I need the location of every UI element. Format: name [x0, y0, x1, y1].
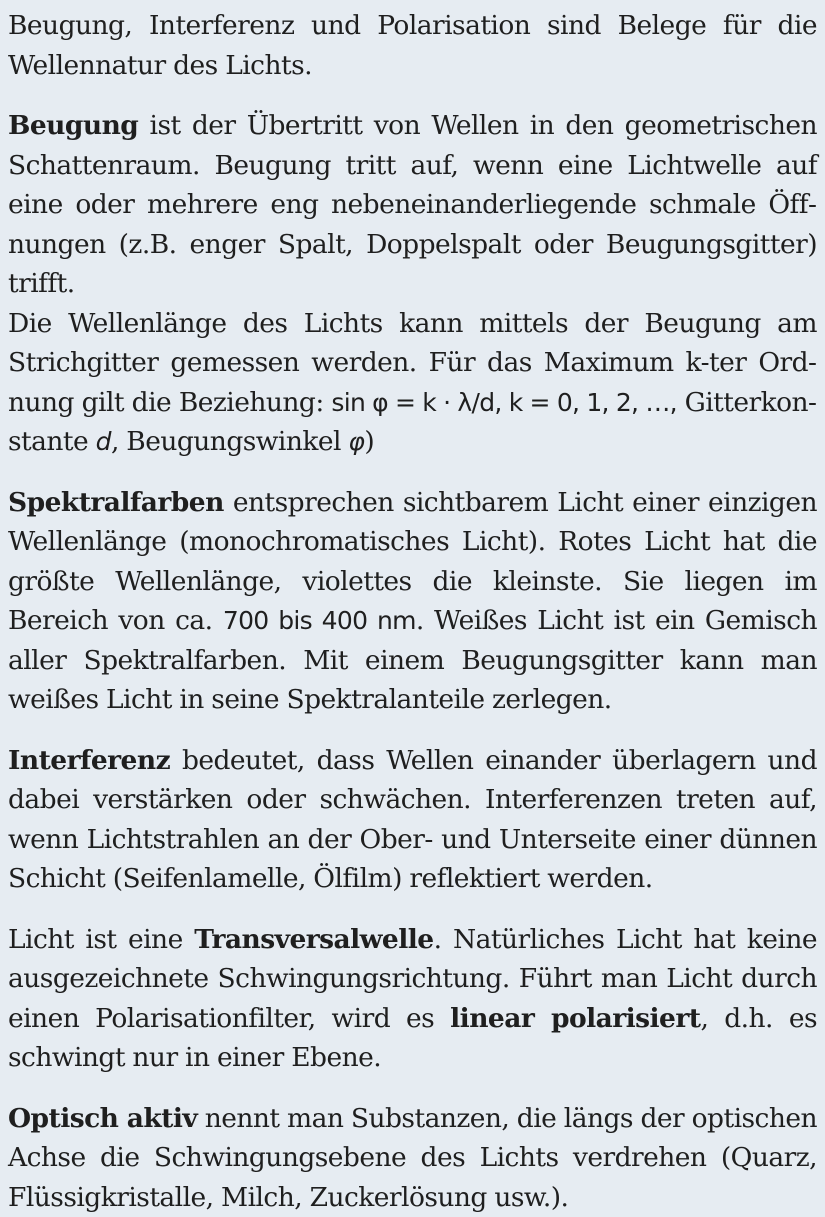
intro-text: Beugung, Interferenz und Polarisation sind Belege für die Wellennatur des Lichts. — [8, 10, 817, 81]
intro-paragraph — [8, 6, 817, 85]
polarization-text-a: Licht ist eine — [8, 924, 194, 955]
spectral-text-b: . Weißes Licht ist ein Gemisch aller Spektralfarben. Mit einem Beugungsgitter kann man weißes Licht in seine Spektralanteile zerlegen. — [8, 605, 817, 715]
optical-activity-text: nennt man Substanzen, die längs der optischen Achse die Schwingungsebene des Lichts verdrehen (Quarz, Flüssigkristalle, Milch, Zuckerlösung usw.). — [8, 1103, 817, 1213]
wavelength-text-b: Gitterkonstante — [8, 387, 817, 458]
spectral-colors-paragraph — [8, 483, 817, 720]
diffraction-paragraph — [8, 106, 817, 304]
polarization-paragraph — [8, 920, 817, 1078]
transverse-wave-term: Transversalwelle — [194, 924, 433, 955]
interference-term: Interferenz — [8, 745, 170, 776]
linear-polarized-term: linear polarisiert — [450, 1003, 700, 1034]
polarization-text-c: , d.h. es schwingt nur in einer Ebene. — [8, 1003, 817, 1074]
diffraction-text: ist der Übertritt von Wellen in den geometrischen Schattenraum. Beugung tritt auf, wenn eine Lichtwelle auf eine oder mehrere eng nebeneinanderliegende schmale Öffnungen (z.B. enger Spalt, Doppelspalt oder Beugungsgitter) trifft. — [8, 110, 817, 299]
interference-text: bedeutet, dass Wellen einander überlagern und dabei verstärken oder schwächen. Interferenzen treten auf, wenn Lichtstrahlen an der Ober- und Unterseite einer dünnen Schicht (Seifenlamelle, Ölfilm) reflektiert werden. — [8, 745, 817, 895]
polarization-text-b: . Natürliches Licht hat keine ausgezeichnete Schwingungsrichtung. Führt man Licht durch einen Polarisationfilter, wird es — [8, 924, 817, 1034]
variable-phi: φ — [348, 427, 364, 456]
wavelength-range: 700 bis 400 nm — [223, 606, 416, 635]
diffraction-term: Beugung — [8, 110, 138, 141]
interference-paragraph — [8, 741, 817, 899]
optical-activity-paragraph — [8, 1099, 817, 1217]
grating-formula: sin φ = k · λ/d, k = 0, 1, 2, …, — [331, 388, 677, 417]
wavelength-text-c: , Beugungswinkel — [111, 426, 348, 457]
spectral-colors-term: Spektralfarben — [8, 487, 224, 518]
wavelength-paragraph — [8, 304, 817, 462]
wavelength-text-a: Die Wellenlänge des Lichts kann mittels der Beugung am Strichgitter gemessen werden. Für das Maximum k-ter Ordnung gilt die Beziehung: — [8, 308, 817, 418]
wavelength-text-d: ) — [364, 426, 374, 457]
variable-d: d — [96, 427, 111, 456]
optical-activity-term: Optisch aktiv — [8, 1103, 197, 1134]
spectral-text-a: entsprechen sichtbarem Licht einer einzigen Wellenlänge (monochromatisches Licht). Rotes Licht hat die größte Wellenlänge, violettes die kleinste. Sie liegen im Bereich von ca. — [8, 487, 817, 637]
